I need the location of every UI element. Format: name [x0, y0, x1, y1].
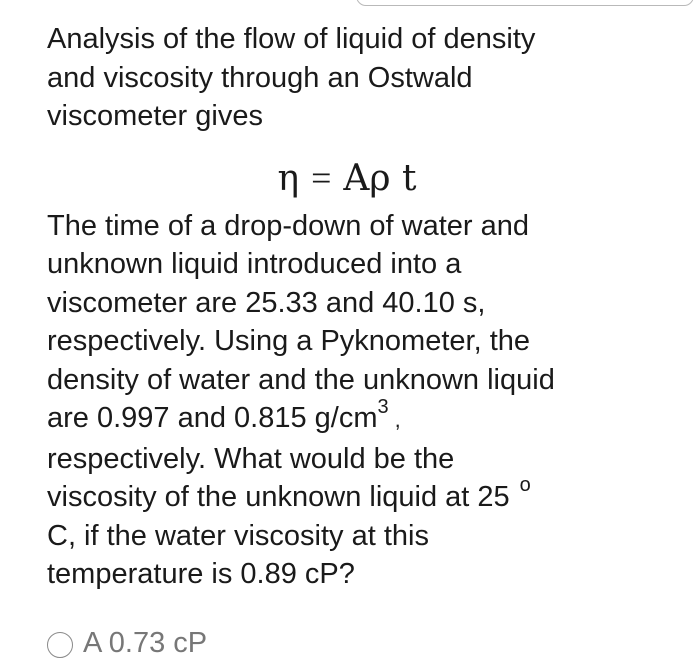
- answer-option-a-label: A 0.73 cP: [83, 627, 208, 659]
- formula-lhs: η: [277, 157, 300, 199]
- comma: ,: [394, 407, 401, 432]
- formula-rhs: Aρ t: [343, 157, 417, 199]
- degree-mark: o: [519, 474, 531, 496]
- formula-equals: =: [311, 157, 332, 198]
- question-intro: Analysis of the flow of liquid of density and viscosity through an Ostwald viscometer gives: [47, 23, 536, 132]
- formula: [47, 156, 647, 201]
- cube-exponent: 3: [377, 396, 389, 418]
- answer-option-a[interactable]: [47, 627, 208, 659]
- question-body: [47, 207, 687, 594]
- question-body-part3: C, if the water viscosity at this temperature is 0.89 cP?: [47, 519, 429, 590]
- top-card-edge: [356, 0, 694, 6]
- question-block: [47, 20, 687, 594]
- question-body-part1: The time of a drop-down of water and unknown liquid introduced into a viscometer are 25.33 and 40.10 s, respectively. Using a Pyknometer, the density of water and the unknown liquid are 0.997 and 0.815 g/cm: [47, 209, 555, 434]
- question-body-part2: respectively. What would be the viscosity of the unknown liquid at 25: [47, 442, 510, 513]
- radio-button-icon[interactable]: [47, 632, 73, 658]
